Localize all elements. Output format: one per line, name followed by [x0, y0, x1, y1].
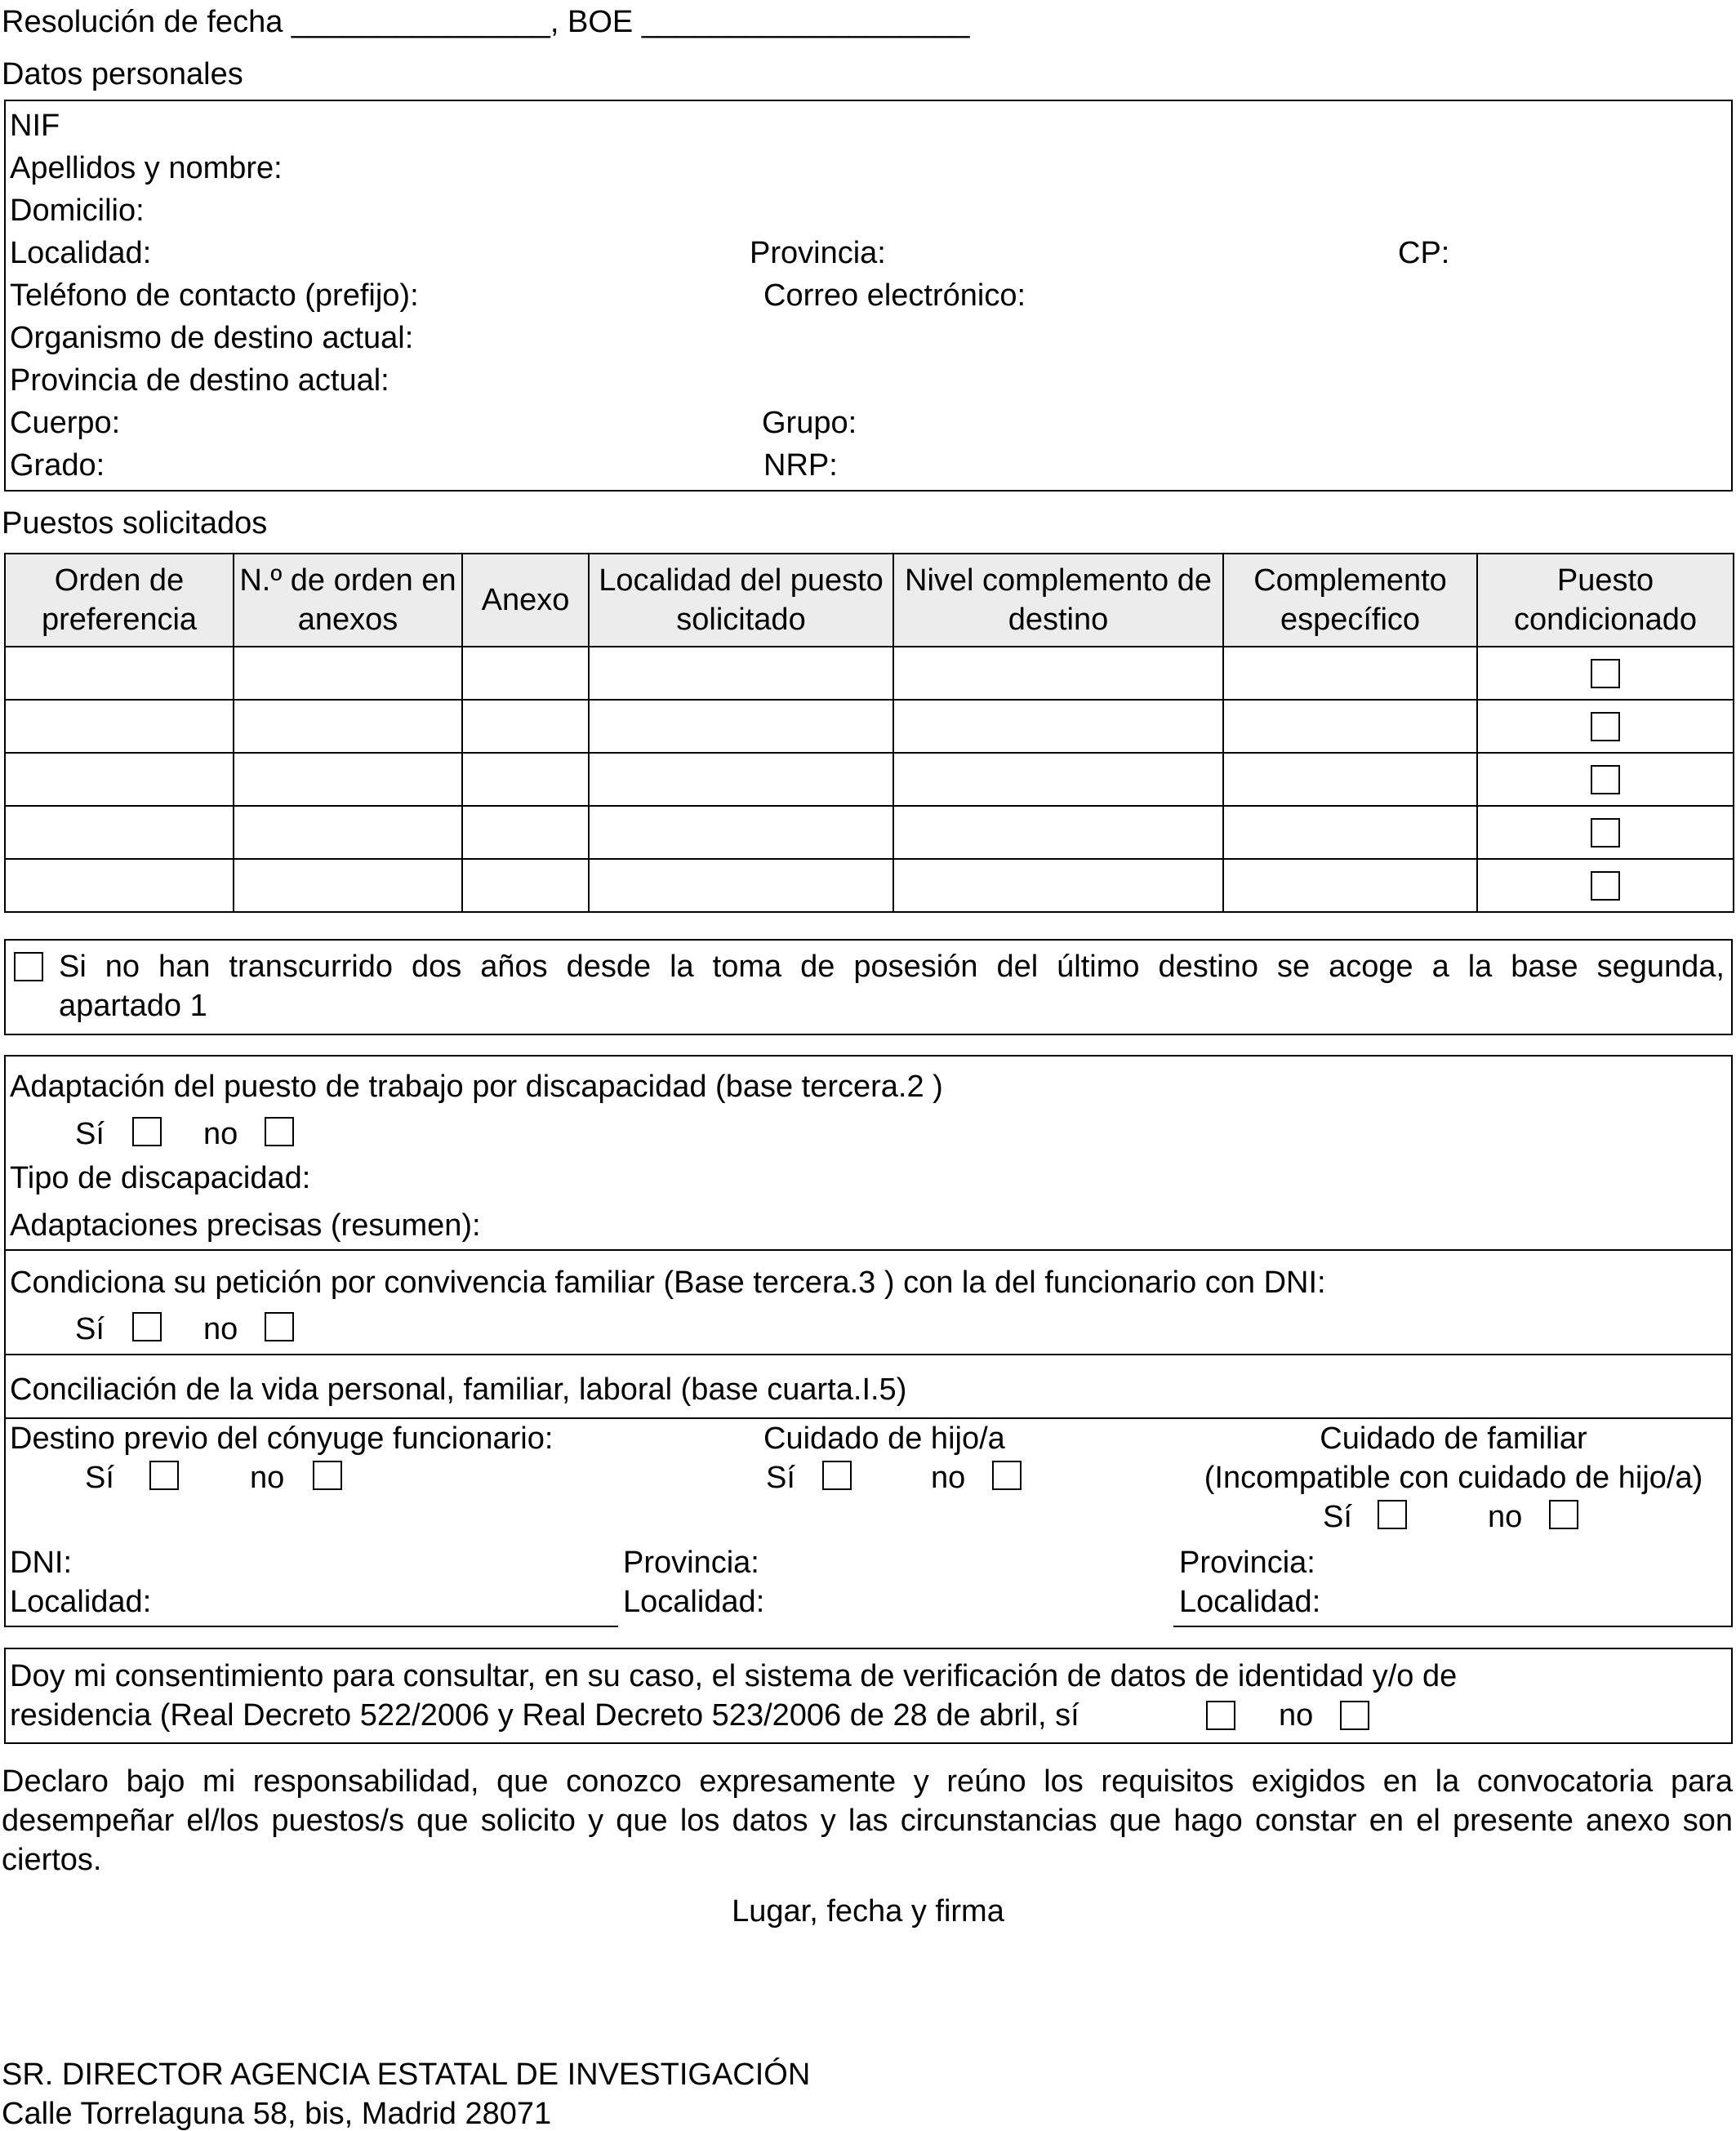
table-row: [5, 647, 1734, 700]
convivencia-title: Condiciona su petición por convivencia familiar (Base tercera.3 ) con la del funcionario con DNI:: [10, 1266, 1326, 1300]
table-row: [5, 806, 1734, 859]
discapacidad-si-checkbox[interactable]: [132, 1117, 162, 1146]
familiar-no-checkbox[interactable]: [1549, 1500, 1578, 1529]
hijo-localidad-label: Localidad:: [623, 1585, 765, 1619]
provincia-label: Provincia:: [750, 236, 886, 270]
convivencia-no-checkbox[interactable]: [265, 1312, 294, 1341]
puestos-col-header: Orden de preferencia: [5, 554, 234, 647]
divider-3: [4, 1417, 1733, 1419]
table-cell[interactable]: [893, 753, 1223, 806]
table-cell[interactable]: [893, 647, 1223, 700]
table-cell[interactable]: [462, 859, 589, 912]
apellidos-label: Apellidos y nombre:: [10, 151, 283, 185]
conyuge-localidad-label: Localidad:: [10, 1585, 152, 1619]
puesto-condicionado-checkbox[interactable]: [1591, 871, 1620, 901]
adaptaciones-box: [4, 1055, 1733, 1627]
table-cell[interactable]: [1223, 647, 1477, 700]
table-cell[interactable]: [893, 700, 1223, 753]
tipo-discapacidad-label: Tipo de discapacidad:: [10, 1161, 311, 1195]
convivencia-si-label: Sí: [75, 1312, 105, 1346]
nif-label: NIF: [10, 109, 60, 143]
adaptaciones-label: Adaptaciones precisas (resumen):: [10, 1208, 481, 1243]
base-segunda-line2: apartado 1: [59, 989, 207, 1023]
conyuge-dni-label: DNI:: [10, 1546, 72, 1580]
grado-label: Grado:: [10, 448, 105, 483]
table-row: [5, 700, 1734, 753]
table-cell[interactable]: [589, 806, 893, 859]
hijo-no-checkbox[interactable]: [992, 1461, 1022, 1490]
table-cell[interactable]: [234, 753, 462, 806]
familiar-localidad-label: Localidad:: [1179, 1585, 1321, 1619]
hijo-si-label: Sí: [766, 1461, 795, 1495]
puesto-condicionado-checkbox[interactable]: [1591, 659, 1620, 688]
hijo-no-label: no: [931, 1461, 966, 1495]
discapacidad-no-label: no: [203, 1117, 238, 1151]
table-row: [5, 753, 1734, 806]
table-cell[interactable]: [5, 753, 234, 806]
table-cell[interactable]: [589, 859, 893, 912]
familiar-label: Cuidado de familiar: [1320, 1421, 1587, 1456]
base-segunda-line1: Si no han transcurrido dos años desde la toma de posesión del último destino se acoge a la base segunda,: [59, 950, 1725, 984]
provincia-destino-label: Provincia de destino actual:: [10, 363, 389, 398]
table-cell[interactable]: [234, 700, 462, 753]
cp-label: CP:: [1398, 236, 1450, 270]
table-cell[interactable]: [5, 700, 234, 753]
table-cell[interactable]: [462, 700, 589, 753]
table-cell[interactable]: [5, 647, 234, 700]
table-cell[interactable]: [589, 753, 893, 806]
consentimiento-line2: residencia (Real Decreto 522/2006 y Real Decreto 523/2006 de 28 de abril, sí: [10, 1698, 1079, 1733]
puestos-col-header: Anexo: [462, 554, 589, 647]
convivencia-no-label: no: [203, 1312, 238, 1346]
resolucion-line: Resolución de fecha _______________, BOE ___________________: [2, 5, 970, 39]
table-cell[interactable]: [589, 647, 893, 700]
telefono-label: Teléfono de contacto (prefijo):: [10, 278, 419, 313]
table-cell[interactable]: [1223, 700, 1477, 753]
table-cell[interactable]: [5, 859, 234, 912]
table-cell[interactable]: [893, 806, 1223, 859]
table-cell[interactable]: [893, 859, 1223, 912]
conciliacion-title: Conciliación de la vida personal, familiar, laboral (base cuarta.I.5): [10, 1372, 907, 1407]
declaracion-text: Declaro bajo mi responsabilidad, que conozco expresamente y reúno los requisitos exigidos en la convocatoria para desempeñar el/los puestos/s que solicito y que los datos y las circunstancias que hago constar en el presente anexo son ciertos.: [2, 1764, 1733, 1877]
conyuge-no-checkbox[interactable]: [313, 1461, 342, 1490]
correo-label: Correo electrónico:: [763, 278, 1026, 313]
puesto-condicionado-cell[interactable]: [1477, 647, 1734, 700]
puestos-col-header: Complemento específico: [1223, 554, 1477, 647]
puesto-condicionado-checkbox[interactable]: [1591, 712, 1620, 741]
familiar-si-label: Sí: [1323, 1500, 1352, 1534]
table-cell[interactable]: [234, 859, 462, 912]
table-cell[interactable]: [1223, 859, 1477, 912]
convivencia-si-checkbox[interactable]: [132, 1312, 162, 1341]
discapacidad-title: Adaptación del puesto de trabajo por discapacidad (base tercera.2 ): [10, 1070, 943, 1104]
nrp-label: NRP:: [763, 448, 838, 483]
conyuge-no-label: no: [250, 1461, 285, 1495]
table-cell[interactable]: [1223, 753, 1477, 806]
table-row: [5, 859, 1734, 912]
puesto-condicionado-cell[interactable]: [1477, 753, 1734, 806]
table-cell[interactable]: [234, 647, 462, 700]
hijo-provincia-label: Provincia:: [623, 1546, 759, 1580]
familiar-note: (Incompatible con cuidado de hijo/a): [1204, 1461, 1703, 1495]
datos-personales-title: Datos personales: [2, 57, 243, 91]
cuerpo-label: Cuerpo:: [10, 406, 121, 440]
consentimiento-line1: Doy mi consentimiento para consultar, en su caso, el sistema de verificación de datos de identidad y/o de: [10, 1659, 1458, 1693]
puestos-col-header: Puesto condicionado: [1477, 554, 1734, 647]
puesto-condicionado-cell[interactable]: [1477, 859, 1734, 912]
table-cell[interactable]: [462, 647, 589, 700]
familiar-no-label: no: [1488, 1500, 1523, 1534]
discapacidad-si-label: Sí: [75, 1117, 105, 1151]
consentimiento-no-label: no: [1279, 1698, 1314, 1733]
bottom-gap: [618, 1626, 1173, 1629]
conyuge-si-label: Sí: [85, 1461, 114, 1495]
familiar-provincia-label: Provincia:: [1179, 1546, 1315, 1580]
familiar-si-checkbox[interactable]: [1378, 1500, 1407, 1529]
discapacidad-no-checkbox[interactable]: [265, 1117, 294, 1146]
domicilio-label: Domicilio:: [10, 194, 145, 228]
localidad-label: Localidad:: [10, 236, 152, 270]
table-cell[interactable]: [462, 753, 589, 806]
grupo-label: Grupo:: [762, 406, 857, 440]
puestos-table: [4, 553, 1734, 913]
puestos-col-header: Nivel complemento de destino: [893, 554, 1223, 647]
puestos-title: Puestos solicitados: [2, 506, 268, 541]
hijo-si-checkbox[interactable]: [822, 1461, 852, 1490]
base-segunda-checkbox[interactable]: [14, 952, 43, 981]
conyuge-label: Destino previo del cónyuge funcionario:: [10, 1421, 554, 1456]
puesto-condicionado-checkbox[interactable]: [1591, 818, 1620, 848]
puesto-condicionado-cell[interactable]: [1477, 806, 1734, 859]
destinatario-line2: Calle Torrelaguna 58, bis, Madrid 28071: [2, 2097, 552, 2131]
table-cell[interactable]: [462, 806, 589, 859]
consentimiento-no-checkbox[interactable]: [1340, 1701, 1369, 1730]
hijo-label: Cuidado de hijo/a: [763, 1421, 1005, 1456]
conyuge-si-checkbox[interactable]: [149, 1461, 179, 1490]
destinatario-line1: SR. DIRECTOR AGENCIA ESTATAL DE INVESTIGACIÓN: [2, 2058, 811, 2092]
table-cell[interactable]: [234, 806, 462, 859]
firma-label: Lugar, fecha y firma: [732, 1894, 1004, 1929]
organismo-label: Organismo de destino actual:: [10, 321, 414, 355]
puestos-col-header: N.º de orden en anexos: [234, 554, 462, 647]
puesto-condicionado-checkbox[interactable]: [1591, 765, 1620, 794]
divider-2: [4, 1354, 1733, 1355]
puesto-condicionado-cell[interactable]: [1477, 700, 1734, 753]
table-cell[interactable]: [5, 806, 234, 859]
table-cell[interactable]: [589, 700, 893, 753]
consentimiento-si-checkbox[interactable]: [1206, 1701, 1235, 1730]
table-cell[interactable]: [1223, 806, 1477, 859]
puestos-col-header: Localidad del puesto solicitado: [589, 554, 893, 647]
divider-1: [4, 1249, 1733, 1251]
